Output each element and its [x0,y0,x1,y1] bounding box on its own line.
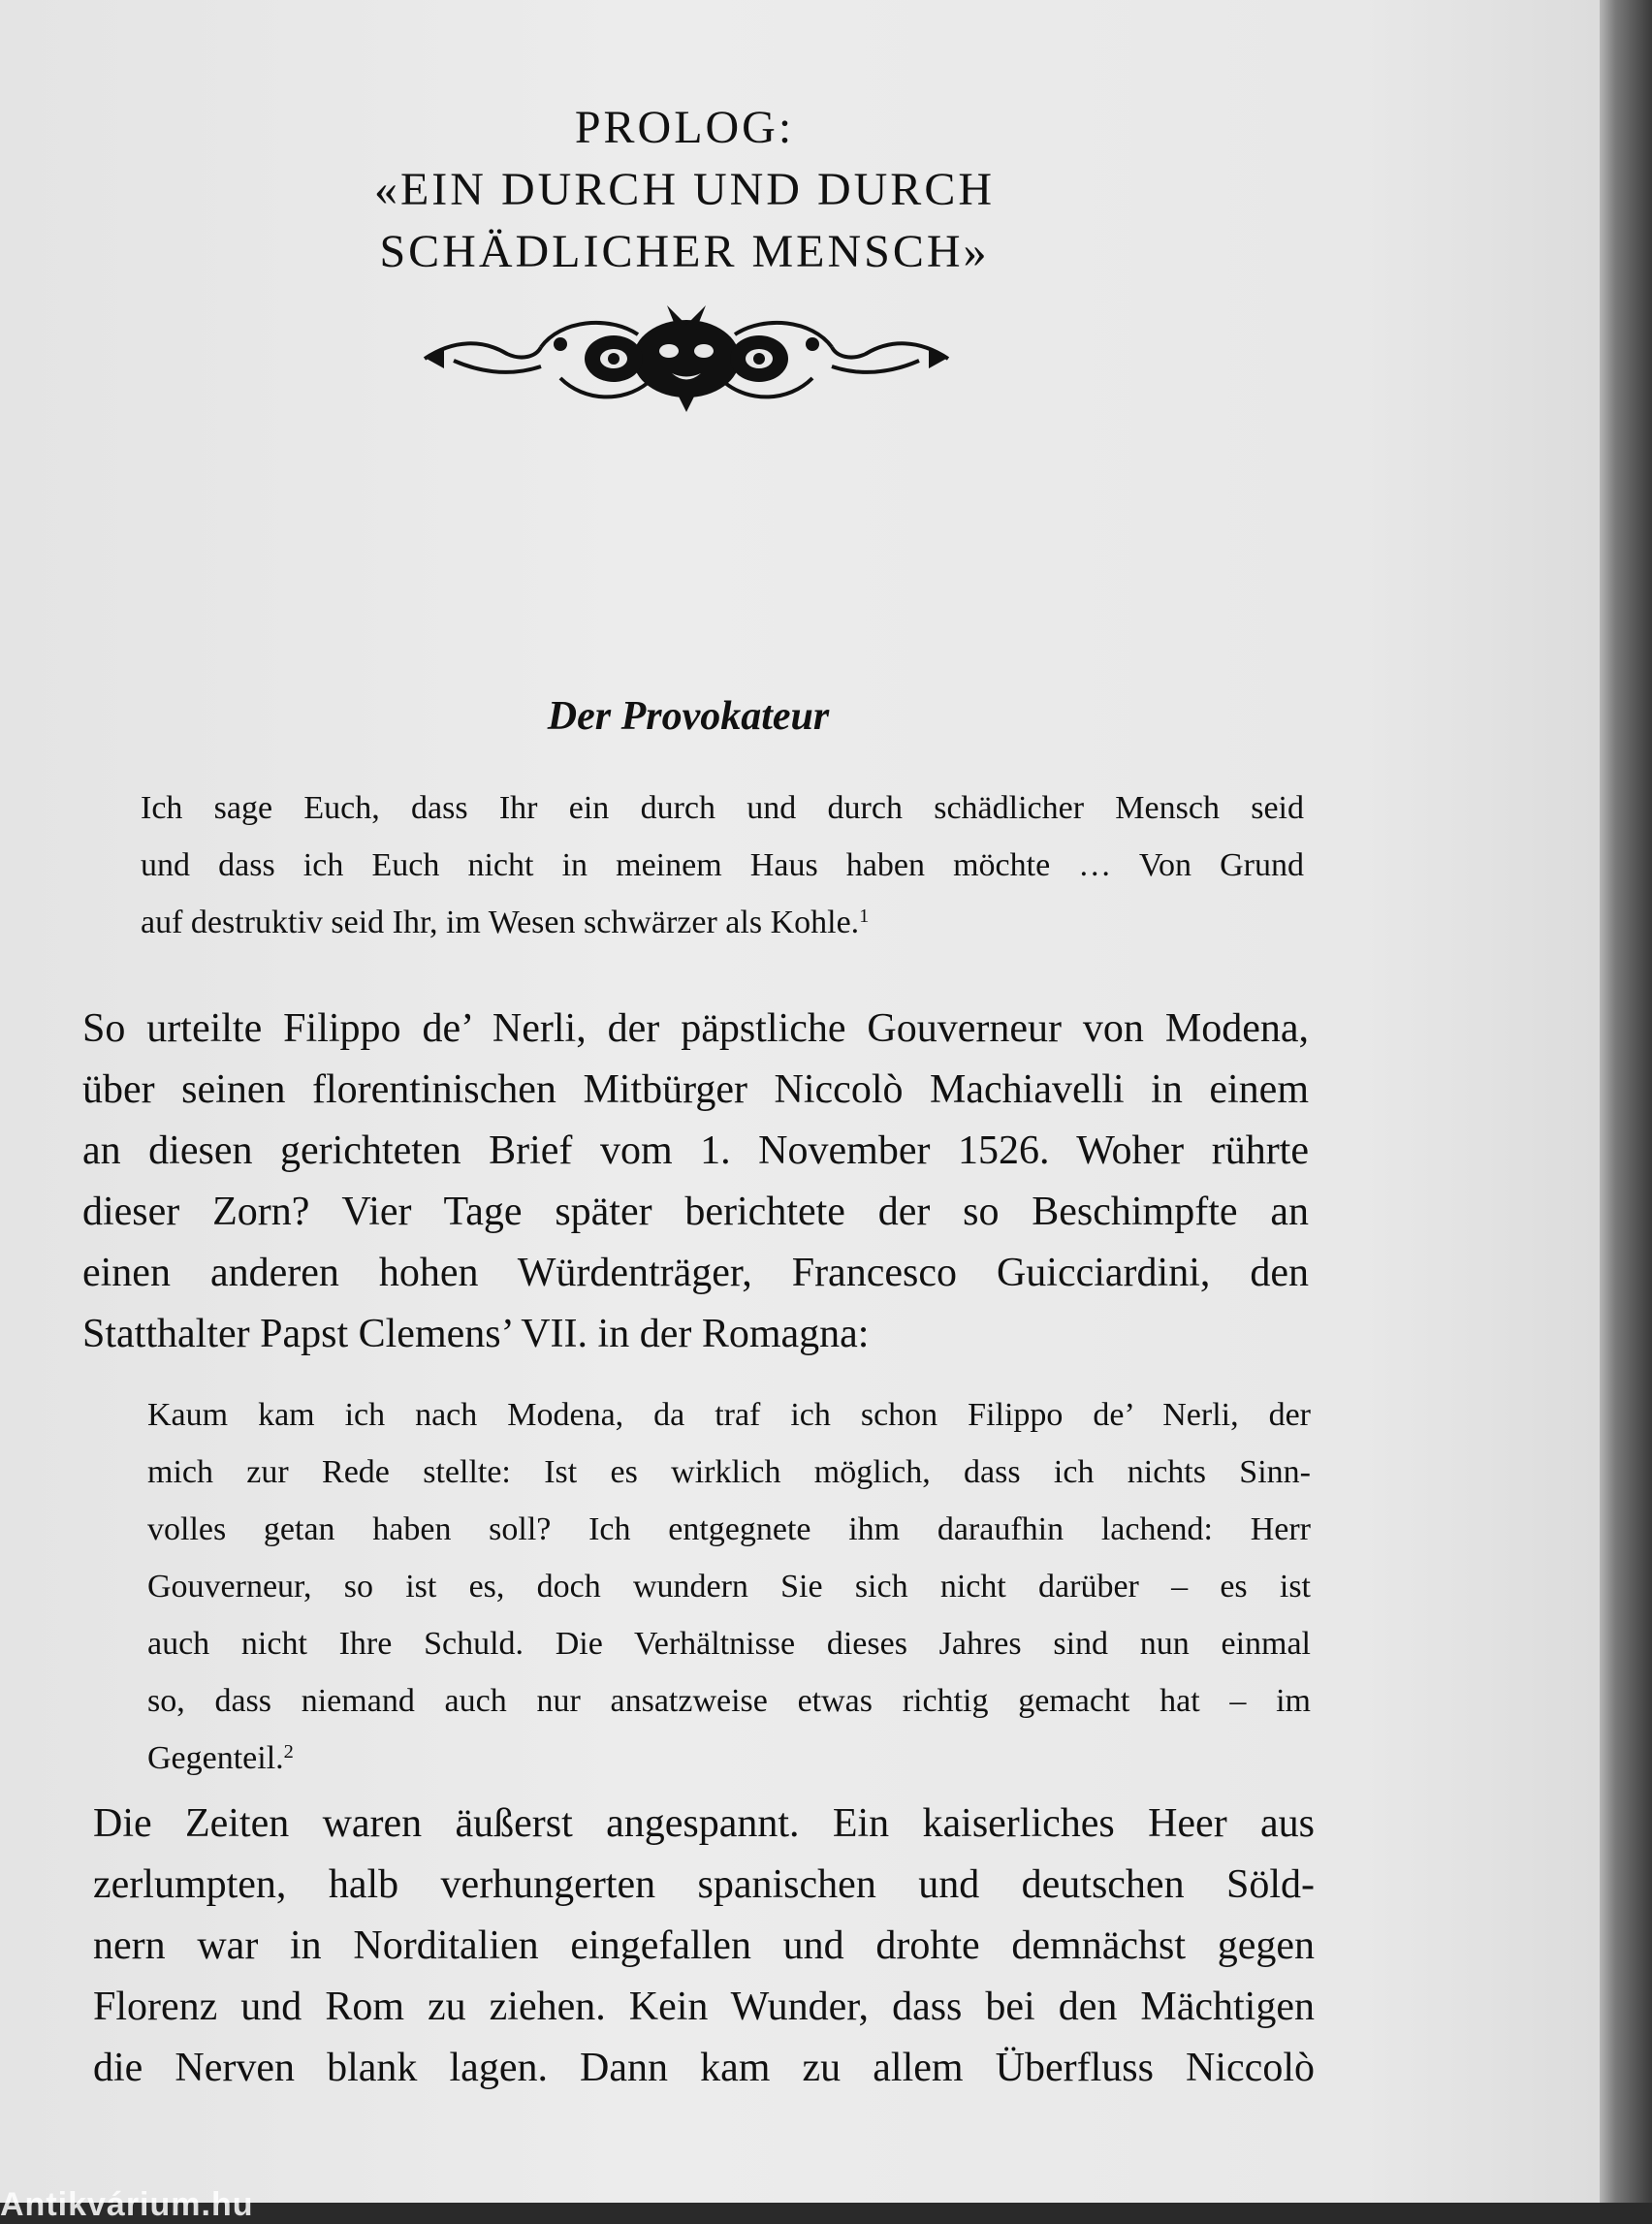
quote-line: und dass ich Euch nicht in meinem Haus haben möchte … Von Grund [141,847,1304,883]
paragraph-line: nern war in Norditalien eingefallen und drohte demnächst gegen [93,1923,1315,1968]
page-edge-shadow [1600,0,1652,2203]
heading-line-3: SCHÄDLICHER MENSCH» [379,226,990,277]
quote-line: mich zur Rede stellte: Ist es wirklich möglich, dass ich nichts Sinn- [147,1454,1311,1490]
quote-line: Ich sage Euch, dass Ihr ein durch und durch schädlicher Mensch seid [141,790,1304,826]
quote-line: auch nicht Ihre Schuld. Die Verhältnisse dieses Jahres sind nun einmal [147,1626,1311,1662]
paragraph-line: Florenz und Rom zu ziehen. Kein Wunder, dass bei den Mächtigen [93,1985,1315,2029]
quote-line: so, dass niemand auch nur ansatzweise etwas richtig gemacht hat – im [147,1683,1311,1719]
paragraph-line: Die Zeiten waren äußerst angespannt. Ein kaiserliches Heer aus [93,1801,1315,1846]
heading-line-2: «EIN DURCH UND DURCH [373,164,995,215]
section-subtitle: Der Provokateur [547,694,830,739]
quote-line: auf destruktiv seid Ihr, im Wesen schwärzer als Kohle. [141,905,860,940]
paragraph-line: einen anderen hohen Würdenträger, Francesco Guicciardini, den [82,1251,1309,1295]
paragraph-line: dieser Zorn? Vier Tage später berichtete der so Beschimpfte an [82,1190,1309,1234]
paragraph-line: Statthalter Papst Clemens’ VII. in der Romagna: [82,1312,870,1356]
paragraph-line: an diesen gerichteten Brief vom 1. November 1526. Woher rührte [82,1128,1309,1173]
quote-line: Gegenteil. [147,1740,284,1776]
quote-line-last [147,1730,1311,1787]
footnote-marker: 1 [859,905,870,927]
quote-line-last [141,894,1304,951]
baroque-ornament-icon [415,301,958,417]
paragraph-line: die Nerven blank lagen. Dann kam zu allem Überfluss Niccolò [93,2046,1315,2090]
block-quote-1 [141,779,1304,951]
paragraph-line: zerlumpten, halb verhungerten spanischen und deutschen Söld- [93,1862,1315,1907]
block-quote-2 [147,1386,1311,1787]
quote-line: Gouverneur, so ist es, doch wundern Sie sich nicht darüber – es ist [147,1569,1311,1604]
paragraph-2 [93,1794,1315,2099]
quote-line: Kaum kam ich nach Modena, da traf ich schon Filippo de’ Nerli, der [147,1397,1311,1433]
watermark: Antikvárium.hu [0,2186,254,2223]
footnote-marker: 2 [283,1740,294,1763]
heading-line-1: PROLOG: [574,102,795,153]
paragraph-line: über seinen florentinischen Mitbürger Niccolò Machiavelli in einem [82,1067,1309,1112]
quote-line: volles getan haben soll? Ich entgegnete ihm daraufhin lachend: Herr [147,1511,1311,1547]
paragraph-1 [82,999,1309,1365]
paragraph-line: So urteilte Filippo de’ Nerli, der päpstliche Gouverneur von Modena, [82,1006,1309,1051]
chapter-heading [0,97,1369,283]
